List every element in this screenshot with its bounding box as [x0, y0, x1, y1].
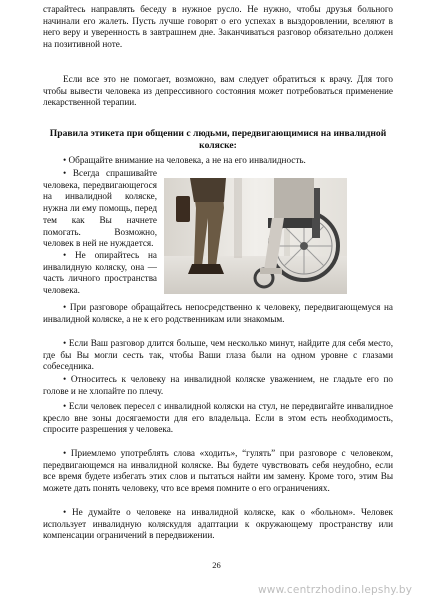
- rule-5: • Если Ваш разговор длится больше, чем несколько минут, найдите для себя место, где бы Вы могли сесть так, чтобы Ваши глаза были на одном уровне с глазами собеседника.: [43, 338, 393, 372]
- intro-text-2: Если все это не помогает, возможно, вам следует обратиться к врачу. Для того чтобы вывести человека из депрессивного состояния может потребоваться применение лекарственной терапии.: [43, 74, 393, 108]
- rule-3: • Не опирайтесь на инвалидную коляску, она — часть личного пространства человека.: [43, 250, 157, 296]
- rule-6: • Относитесь к человеку на инвалидной коляске уважением, не гладьте его по голове и не хлопайте по плечу.: [43, 374, 393, 396]
- intro-paragraph-2: [43, 74, 393, 109]
- rule-1: • Обращайте внимание на человека, а не на его инвалидность.: [63, 155, 306, 165]
- section-heading: Правила этикета при общении с людьми, передвигающимися на инвалидной коляске:: [49, 128, 387, 151]
- page-number: 26: [212, 560, 221, 570]
- rule-9: • Не думайте о человеке на инвалидной коляске, как о «больном». Человек использует инвалидную коляскудля адаптации к окружающему пространству или компенсации ограничений в передвижении.: [43, 507, 393, 541]
- rule-8: • Приемлемо употреблять слова «ходить», “гулять” при разговоре с человеком, передвигающемся на инвалидной коляске. Вы будете чувствовать себя неудобно, если все время будете избегать этих слов и пытаться найти им замену. Кроме того, этим Вы можете дать понять человеку, что все время помните о его ограничениях.: [43, 448, 393, 494]
- rule-4: • При разговоре обращайтесь непосредственно к человеку, передвигающемуся на инвалидной коляске, а не к его родственникам или знакомым.: [43, 302, 393, 324]
- intro-text-1: старайтесь направлять беседу в нужное русло. Не нужно, чтобы друзья больного начинали его жалеть. Пусть лучше говорят о его успехах в выздоровлении, вселяют в него веру и уверенность в завтрашнем дне. Заканчиваться разговор обязательно должен на позитивной ноте.: [43, 4, 393, 50]
- wheelchair-illustration: [164, 178, 347, 294]
- rule-7: • Если человек пересел с инвалидной коляски на стул, не передвигайте инвалидное кресло вне зоны досягаемости для его владельца. Если в этом есть необходимость, спросите разрешения у человека.: [43, 401, 393, 435]
- watermark: www.centrzhodino.lepshy.by: [258, 584, 413, 596]
- intro-paragraph-1: [43, 4, 393, 51]
- wheelchair-photo: [164, 178, 347, 294]
- rule-2: • Всегда спрашивайте человека, передвигающегося на инвалидной коляске, нужна ли ему помощь, перед тем как Вы начнете помогать. Возможно, человек в ней не нуждается.: [43, 168, 157, 249]
